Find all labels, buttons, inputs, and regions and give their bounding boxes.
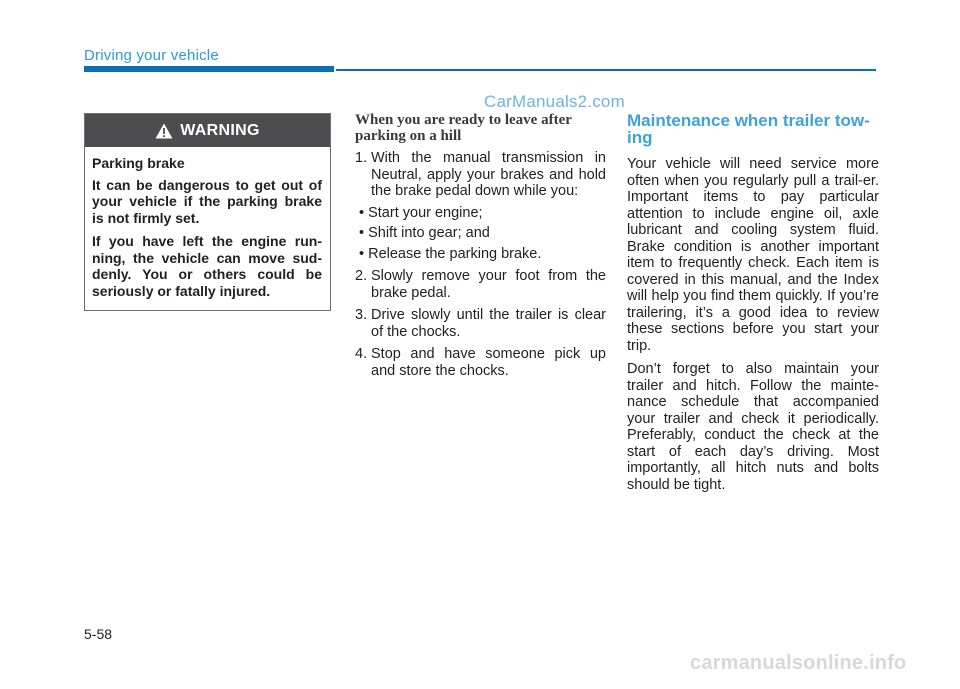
column-maintenance: [627, 112, 879, 500]
column-leave-parking: [355, 112, 606, 385]
warning-label: WARNING: [180, 121, 260, 139]
maintenance-paragraph: Don’t forget to also maintain your trailer and hitch. Follow the mainte-nance schedule that accompanied your trailer and check it periodically. Preferably, conduct the check at the start of each day’s driving. Most importantly, all hitch nuts and bolts should be tight.: [627, 361, 879, 493]
section-title: Driving your vehicle: [84, 47, 219, 64]
warning-body: [85, 147, 330, 299]
page-number: 5-58: [84, 626, 113, 642]
step-text: With the manual transmission in Neutral, apply your brakes and hold the brake pedal down while you:: [371, 150, 606, 199]
step-item: [355, 150, 606, 262]
bullet-item: • Shift into gear; and: [359, 225, 490, 241]
header-rule-thick: [84, 66, 334, 72]
bullet-item: • Start your engine;: [359, 204, 483, 221]
bullet-list: [359, 205, 606, 263]
step-text: Drive slowly until the trailer is clear of the chocks.: [371, 307, 606, 340]
watermark-bottom: carmanualsonline.info: [690, 652, 907, 674]
warning-triangle-icon: [155, 123, 173, 139]
steps-list: [355, 150, 606, 379]
step-item: [355, 307, 606, 340]
step-item: [355, 268, 606, 301]
header-rule-thin: [336, 69, 876, 71]
step-number: 4.: [355, 346, 368, 362]
step-number: 1.: [355, 150, 368, 166]
warning-header: [85, 114, 330, 147]
leave-parking-heading: When you are ready to leave after parking on a hill: [355, 112, 572, 144]
step-text: Stop and have someone pick up and store the chocks.: [371, 346, 606, 379]
bullet-item: • Release the parking brake.: [359, 245, 542, 262]
watermark-top: CarManuals2.com: [484, 92, 625, 111]
maintenance-heading: Maintenance when trailer tow-ing: [627, 111, 870, 147]
maintenance-paragraph: Your vehicle will need service more often when you regularly pull a trail-er. Important items to pay particular attention to include engine oil, axle lubricant and cooling system fluid. Brake condition is another important item to frequently check. Each item is covered in this manual, and the Index will help you find them quickly. If you’re trailering, it’s a good idea to review these sections before you start your trip.: [627, 156, 879, 354]
warning-title: Parking brake: [92, 155, 185, 171]
warning-box: [84, 113, 331, 311]
step-number: 2.: [355, 268, 368, 284]
step-number: 3.: [355, 307, 368, 323]
step-text: Slowly remove your foot from the brake pedal.: [371, 268, 606, 301]
step-item: [355, 346, 606, 379]
warning-paragraph: It can be dangerous to get out of your vehicle if the parking brake is not firmly set.: [92, 176, 322, 226]
warning-paragraph: If you have left the engine run-ning, the vehicle can move sud-denly. You or others could be seriously or fatally injured.: [92, 233, 322, 299]
